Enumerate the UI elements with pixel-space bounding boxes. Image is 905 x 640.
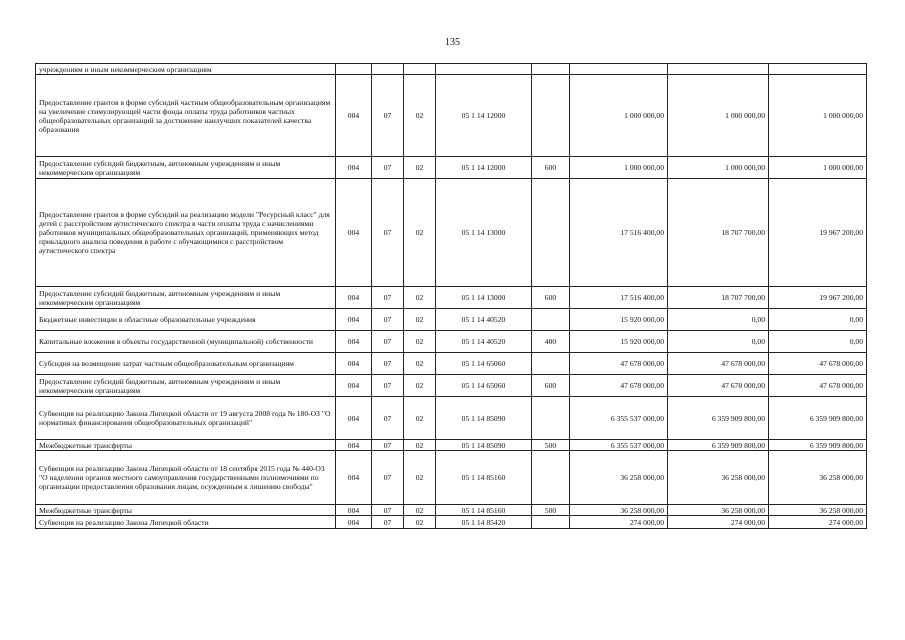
row-name: Субсидия на возмещение затрат частным общеобразовательным организациям: [36, 353, 336, 375]
table-row: [36, 309, 867, 331]
row-amount-year-3: 6 359 909 800,00: [769, 397, 867, 440]
row-section: 07: [372, 309, 404, 331]
row-target-article: 05 1 14 40520: [436, 331, 532, 353]
row-expense-type: [532, 451, 570, 505]
row-subsection: 02: [404, 287, 436, 309]
row-name: Предоставление субсидий бюджетным, автономным учреждениям и иным некоммерческим организациям: [36, 375, 336, 397]
row-target-article: 05 1 14 85160: [436, 451, 532, 505]
row-code: 004: [336, 75, 372, 157]
row-expense-type: [532, 309, 570, 331]
row-expense-type: 500: [532, 440, 570, 451]
row-amount-year-1: 36 258 000,00: [570, 451, 668, 505]
row-code: 004: [336, 397, 372, 440]
row-name: Субвенция на реализацию Закона Липецкой области от 19 августа 2008 года № 180-ОЗ "О нормативах финансирования общеобразовательных организаций": [36, 397, 336, 440]
table-row: [36, 64, 867, 75]
row-expense-type: 600: [532, 157, 570, 179]
row-target-article: 05 1 14 13000: [436, 287, 532, 309]
row-amount-year-3: 1 000 000,00: [769, 157, 867, 179]
table-row: [36, 75, 867, 157]
row-amount-year-1: 274 000,00: [570, 516, 668, 529]
row-amount-year-2: 1 000 000,00: [668, 157, 769, 179]
row-name: Предоставление грантов в форме субсидий частным общеобразовательным организациям на увеличение стимулирующей части фонда оплаты труда работников частных общеобразовательных организаций за достижение наилучших показателей качества образования: [36, 75, 336, 157]
row-amount-year-3: 19 967 200,00: [769, 179, 867, 287]
row-amount-year-1: 47 678 000,00: [570, 353, 668, 375]
row-expense-type: 600: [532, 287, 570, 309]
row-amount-year-3: 36 258 000,00: [769, 505, 867, 516]
row-target-article: 05 1 14 13000: [436, 179, 532, 287]
row-code: 004: [336, 451, 372, 505]
row-amount-year-2: 0,00: [668, 309, 769, 331]
row-name: Межбюджетные трансферты: [36, 505, 336, 516]
row-code: 004: [336, 516, 372, 529]
row-target-article: 05 1 14 12000: [436, 157, 532, 179]
row-amount-year-2: 6 359 909 800,00: [668, 397, 769, 440]
row-name: Предоставление грантов в форме субсидий на реализацию модели "Ресурсный класс" для детей с расстройством аутистического спектра в части оплаты труда с начислениями работников муниципальных общеобразовательных организаций, применяющих метод прикладного анализа поведения в работе с обучающимися с расстройством аутистического спектра: [36, 179, 336, 287]
row-expense-type: [532, 353, 570, 375]
row-amount-year-3: 1 000 000,00: [769, 75, 867, 157]
row-subsection: 02: [404, 309, 436, 331]
table-row: [36, 516, 867, 529]
row-target-article: 05 1 14 65060: [436, 353, 532, 375]
row-section: 07: [372, 179, 404, 287]
table-row: [36, 505, 867, 516]
row-amount-year-1: 6 355 537 000,00: [570, 440, 668, 451]
row-section: 07: [372, 505, 404, 516]
row-section: 07: [372, 516, 404, 529]
table-row: [36, 157, 867, 179]
row-name: Бюджетные инвестиции в областные образовательные учреждения: [36, 309, 336, 331]
row-name: Предоставление субсидий бюджетным, автономным учреждениям и иным некоммерческим организациям: [36, 287, 336, 309]
row-amount-year-2: [668, 64, 769, 75]
row-amount-year-3: 6 359 909 800,00: [769, 440, 867, 451]
row-section: 07: [372, 440, 404, 451]
table-row: [36, 440, 867, 451]
row-section: [372, 64, 404, 75]
row-amount-year-2: 274 000,00: [668, 516, 769, 529]
row-target-article: 05 1 14 85090: [436, 440, 532, 451]
row-code: 004: [336, 287, 372, 309]
row-amount-year-1: 36 258 000,00: [570, 505, 668, 516]
row-code: 004: [336, 157, 372, 179]
row-name: учреждениям и иным некоммерческим организациям: [36, 64, 336, 75]
row-code: 004: [336, 179, 372, 287]
row-amount-year-2: 47 678 000,00: [668, 375, 769, 397]
row-subsection: 02: [404, 157, 436, 179]
row-section: 07: [372, 397, 404, 440]
row-expense-type: [532, 75, 570, 157]
row-subsection: 02: [404, 179, 436, 287]
row-target-article: 05 1 14 12000: [436, 75, 532, 157]
row-subsection: 02: [404, 440, 436, 451]
row-expense-type: [532, 179, 570, 287]
row-subsection: 02: [404, 75, 436, 157]
row-amount-year-1: 1 000 000,00: [570, 157, 668, 179]
row-amount-year-3: 0,00: [769, 309, 867, 331]
row-name: Субвенция на реализацию Закона Липецкой области от 18 сентября 2015 года № 440-ОЗ "О наделении органов местного самоуправления государственными полномочиями по организации предоставления образования лицам, осужденным к лишению свободы": [36, 451, 336, 505]
row-subsection: 02: [404, 451, 436, 505]
row-section: 07: [372, 75, 404, 157]
table-row: [36, 397, 867, 440]
row-amount-year-1: 15 920 000,00: [570, 309, 668, 331]
row-subsection: [404, 64, 436, 75]
row-target-article: 05 1 14 40520: [436, 309, 532, 331]
row-amount-year-1: 15 920 000,00: [570, 331, 668, 353]
row-amount-year-3: 274 000,00: [769, 516, 867, 529]
row-section: 07: [372, 287, 404, 309]
row-code: [336, 64, 372, 75]
table-row: [36, 331, 867, 353]
row-amount-year-2: 0,00: [668, 331, 769, 353]
row-subsection: 02: [404, 331, 436, 353]
row-section: 07: [372, 331, 404, 353]
row-amount-year-2: 6 359 909 800,00: [668, 440, 769, 451]
row-amount-year-3: [769, 64, 867, 75]
row-subsection: 02: [404, 516, 436, 529]
row-section: 07: [372, 157, 404, 179]
table-row: [36, 287, 867, 309]
row-amount-year-3: 36 258 000,00: [769, 451, 867, 505]
row-expense-type: [532, 397, 570, 440]
row-amount-year-1: 47 678 000,00: [570, 375, 668, 397]
row-code: 004: [336, 353, 372, 375]
table-row: [36, 179, 867, 287]
row-target-article: 05 1 14 65060: [436, 375, 532, 397]
row-amount-year-3: 47 678 000,00: [769, 353, 867, 375]
budget-table: [35, 63, 867, 529]
row-amount-year-2: 18 707 700,00: [668, 179, 769, 287]
row-subsection: 02: [404, 375, 436, 397]
row-amount-year-1: 6 355 537 000,00: [570, 397, 668, 440]
row-amount-year-2: 18 707 700,00: [668, 287, 769, 309]
row-amount-year-2: 47 678 000,00: [668, 353, 769, 375]
row-subsection: 02: [404, 353, 436, 375]
row-amount-year-1: 17 516 400,00: [570, 287, 668, 309]
row-amount-year-1: [570, 64, 668, 75]
row-subsection: 02: [404, 505, 436, 516]
row-code: 004: [336, 331, 372, 353]
row-name: Межбюджетные трансферты: [36, 440, 336, 451]
row-amount-year-2: 36 258 000,00: [668, 451, 769, 505]
row-expense-type: 600: [532, 375, 570, 397]
row-expense-type: [532, 516, 570, 529]
row-code: 004: [336, 375, 372, 397]
table-row: [36, 375, 867, 397]
row-target-article: 05 1 14 85090: [436, 397, 532, 440]
row-amount-year-1: 17 516 400,00: [570, 179, 668, 287]
row-amount-year-2: 1 000 000,00: [668, 75, 769, 157]
row-expense-type: [532, 64, 570, 75]
row-target-article: [436, 64, 532, 75]
row-name: Капитальные вложения в объекты государственной (муниципальной) собственности: [36, 331, 336, 353]
table-row: [36, 353, 867, 375]
row-expense-type: 500: [532, 505, 570, 516]
row-amount-year-3: 19 967 200,00: [769, 287, 867, 309]
row-amount-year-1: 1 000 000,00: [570, 75, 668, 157]
row-name: Субвенция на реализацию Закона Липецкой области: [36, 516, 336, 529]
row-section: 07: [372, 451, 404, 505]
row-amount-year-3: 47 678 000,00: [769, 375, 867, 397]
row-code: 004: [336, 505, 372, 516]
row-section: 07: [372, 375, 404, 397]
row-subsection: 02: [404, 397, 436, 440]
row-name: Предоставление субсидий бюджетным, автономным учреждениям и иным некоммерческим организациям: [36, 157, 336, 179]
row-amount-year-2: 36 258 000,00: [668, 505, 769, 516]
row-expense-type: 400: [532, 331, 570, 353]
table-row: [36, 451, 867, 505]
row-code: 004: [336, 309, 372, 331]
row-section: 07: [372, 353, 404, 375]
row-target-article: 05 1 14 85420: [436, 516, 532, 529]
row-amount-year-3: 0,00: [769, 331, 867, 353]
page-number: 135: [445, 37, 460, 48]
row-target-article: 05 1 14 85160: [436, 505, 532, 516]
row-code: 004: [336, 440, 372, 451]
